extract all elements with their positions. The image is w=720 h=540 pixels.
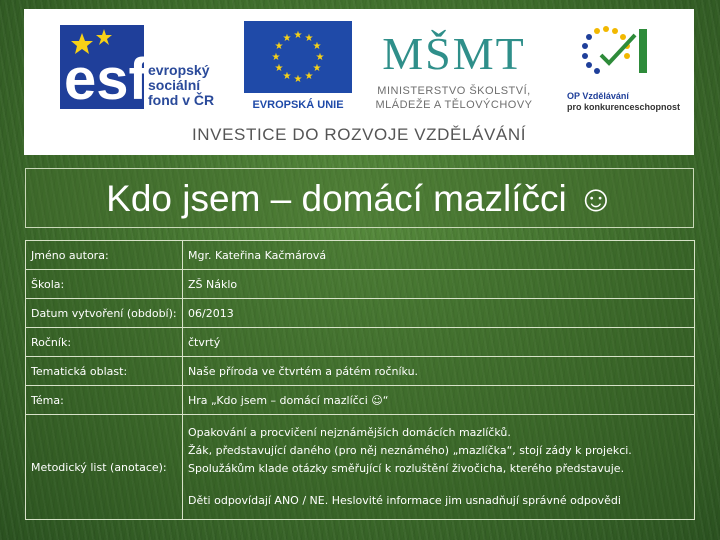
info-table — [25, 240, 695, 520]
op-text — [567, 91, 697, 113]
row-value: Hra „Kdo jsem – domácí mazlíčci ☺“ — [183, 386, 695, 415]
row-value: čtvrtý — [183, 328, 695, 357]
svg-text:★: ★ — [274, 41, 284, 52]
esf-logo — [42, 19, 242, 114]
row-value: Naše příroda ve čtvrtém a pátém ročníku. — [183, 357, 695, 386]
svg-text:★: ★ — [293, 74, 303, 85]
anotace-line: Opakování a procvičení nejznámějších domácích mazlíčků. — [188, 426, 511, 439]
svg-text:esf: esf — [64, 47, 148, 112]
op-icon — [549, 19, 684, 89]
row-label: Jméno autora: — [26, 241, 183, 270]
table-row — [26, 386, 695, 415]
svg-text:★: ★ — [282, 33, 292, 44]
table-row — [26, 270, 695, 299]
op-line: pro konkurenceschopnost — [567, 102, 681, 112]
table-row — [26, 299, 695, 328]
row-value: Mgr. Kateřina Kačmárová — [183, 241, 695, 270]
svg-text:★: ★ — [315, 52, 325, 63]
eu-flag-icon — [240, 21, 356, 97]
msmt-icon — [359, 19, 549, 81]
svg-text:★: ★ — [274, 63, 284, 74]
svg-text:★: ★ — [304, 71, 314, 82]
row-label: Škola: — [26, 270, 183, 299]
svg-text:★: ★ — [271, 52, 281, 63]
table-row — [26, 357, 695, 386]
investice-heading: INVESTICE DO ROZVOJE VZDĚLÁVÁNÍ — [191, 125, 527, 144]
page-title: Kdo jsem – domácí mazlíčci ☺ — [106, 178, 615, 219]
eu-label: EVROPSKÁ UNIE — [252, 99, 344, 111]
title-box — [25, 168, 694, 228]
row-label: Datum vytvoření (období): — [26, 299, 183, 328]
msmt-line: MINISTERSTVO ŠKOLSTVÍ, — [377, 85, 531, 97]
table-row — [26, 415, 695, 520]
row-label: Ročník: — [26, 328, 183, 357]
svg-text:MŠMT: MŠMT — [382, 28, 526, 79]
table-row — [26, 328, 695, 357]
logo-banner — [24, 9, 694, 155]
esf-text — [148, 63, 214, 108]
eu-logo — [240, 21, 356, 111]
svg-text:★: ★ — [304, 33, 314, 44]
row-label: Metodický list (anotace): — [26, 415, 183, 520]
msmt-line: MLÁDEŽE A TĚLOVÝCHOVY — [375, 99, 533, 111]
svg-text:★: ★ — [312, 63, 322, 74]
row-value: 06/2013 — [183, 299, 695, 328]
op-logo — [549, 19, 684, 114]
esf-line: sociální — [148, 77, 201, 93]
anotace-line: Děti odpovídají ANO / NE. Heslovité informace jim usnadňují správné odpovědi — [188, 494, 621, 507]
op-line: OP Vzdělávání — [567, 91, 629, 101]
row-label: Tematická oblast: — [26, 357, 183, 386]
row-label: Téma: — [26, 386, 183, 415]
msmt-logo — [359, 19, 549, 114]
esf-line: fond v ČR — [148, 92, 215, 108]
table-row — [26, 241, 695, 270]
svg-text:★: ★ — [282, 71, 292, 82]
anotace-line: Žák, představující daného (pro něj neznámého) „mazlíčka“, stojí zády k projekci. — [188, 444, 632, 457]
esf-line: evropský — [148, 62, 210, 78]
row-value: ZŠ Náklo — [183, 270, 695, 299]
svg-text:★: ★ — [293, 30, 303, 41]
anotace-value — [183, 415, 695, 520]
svg-text:★: ★ — [312, 41, 322, 52]
anotace-line: Spolužákům klade otázky směřující k rozluštění živočicha, kterého představuje. — [188, 462, 625, 475]
